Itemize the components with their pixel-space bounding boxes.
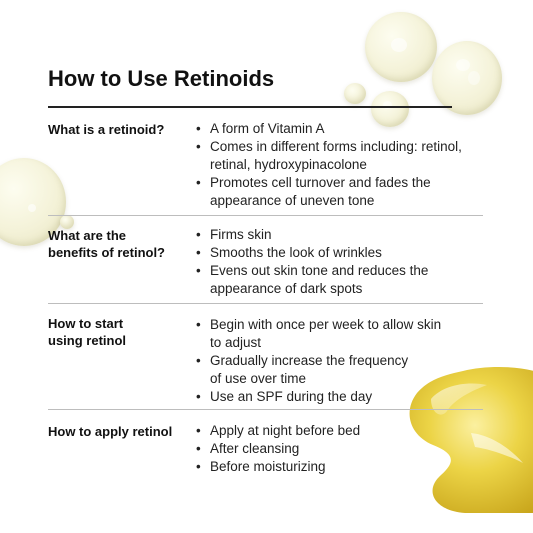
bullet-icon: • [196, 389, 201, 404]
page-title: How to Use Retinoids [48, 66, 275, 91]
bullet-icon: • [196, 227, 201, 242]
list-item: • After cleansing [196, 441, 300, 456]
bullet-icon: • [196, 263, 201, 278]
bullet-icon: • [196, 245, 201, 260]
cream-droplet-image [365, 12, 437, 82]
list-item: • Firms skin [196, 227, 272, 242]
cream-droplet-image [432, 41, 502, 115]
list-item: • Gradually increase the frequency of use over time [196, 353, 409, 386]
section-question: How to apply retinol [48, 424, 173, 439]
bullet-icon: • [196, 175, 201, 190]
section-divider [48, 215, 483, 216]
section-answer-list [196, 422, 496, 476]
bullet-icon: • [196, 423, 201, 438]
section-question: What are the benefits of retinol? [48, 228, 165, 260]
bullet-icon: • [196, 353, 201, 368]
list-item: • Begin with once per week to allow skin to adjust [196, 317, 442, 350]
section-divider [48, 409, 483, 410]
bullet-icon: • [196, 459, 201, 474]
section-answer-list [196, 226, 496, 298]
list-item: • Apply at night before bed [196, 423, 361, 438]
bullet-icon: • [196, 441, 201, 456]
section-divider [48, 303, 483, 304]
section-question: How to start using retinol [48, 316, 126, 348]
list-item: • Use an SPF during the day [196, 389, 373, 404]
list-item: • Smooths the look of wrinkles [196, 245, 382, 260]
section-question: What is a retinoid? [48, 122, 165, 137]
title-underline [48, 106, 452, 108]
bullet-icon: • [196, 139, 201, 154]
list-item: • A form of Vitamin A [196, 121, 325, 136]
section-answer-list [196, 316, 496, 406]
list-item: • Comes in different forms including: retinol, retinal, hydroxypinacolone [196, 139, 462, 172]
bullet-icon: • [196, 121, 201, 136]
list-item: • Evens out skin tone and reduces the appearance of dark spots [196, 263, 429, 296]
list-item: • Before moisturizing [196, 459, 326, 474]
list-item: • Promotes cell turnover and fades the appearance of uneven tone [196, 175, 431, 208]
section-answer-list [196, 120, 496, 210]
cream-droplet-image [344, 83, 366, 104]
bullet-icon: • [196, 317, 201, 332]
